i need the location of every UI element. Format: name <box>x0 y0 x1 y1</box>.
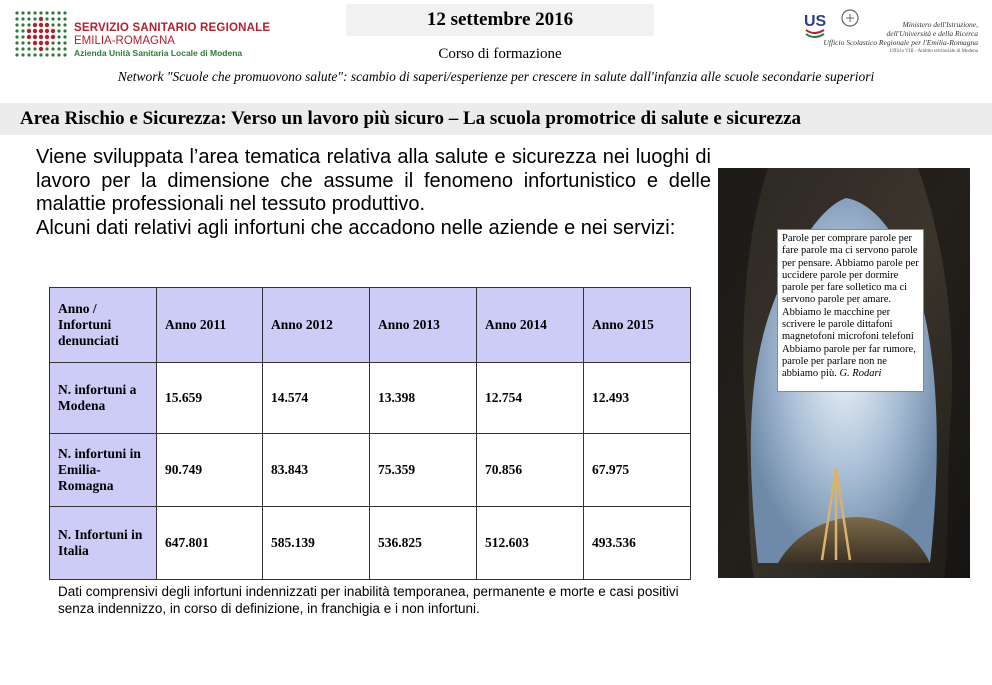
logo-dot <box>27 47 30 50</box>
logo-dot <box>33 53 36 56</box>
table-row-header: N. Infortuni in Italia <box>50 507 157 580</box>
logo-dot <box>15 53 18 56</box>
logo-dot <box>63 17 66 20</box>
logo-dot <box>15 35 18 38</box>
table-row-header: N. infortuni in Emilia-Romagna <box>50 434 157 507</box>
usr-acronym: US <box>804 13 827 30</box>
logo-dot <box>57 29 60 32</box>
logo-dot <box>21 29 24 32</box>
intro-paragraph2: Alcuni dati relativi agli infortuni che accadono nelle aziende e nei servizi: <box>36 216 676 239</box>
logo-dot <box>21 23 24 26</box>
logo-dot <box>15 17 18 20</box>
logo-dot <box>57 17 60 20</box>
logo-dot <box>63 23 66 26</box>
org-line1: SERVIZIO SANITARIO REGIONALE <box>74 22 271 34</box>
logo-dot <box>57 41 60 44</box>
poem-box <box>777 229 924 392</box>
poem-author: G. Rodari <box>839 368 882 380</box>
logo-dot <box>21 35 24 38</box>
intro-text <box>36 146 711 240</box>
ministry-line3: Ufficio Scolastico Regionale per l'Emilia-Romagna <box>823 38 978 47</box>
ministry-line2: dell'Università e della Ricerca <box>886 29 978 38</box>
logo-dot <box>51 17 54 20</box>
logo-dot <box>51 29 55 33</box>
logo-dot <box>33 11 36 14</box>
date-text: 12 settembre 2016 <box>426 9 574 30</box>
logo-dot <box>27 17 30 20</box>
logo-dot <box>45 35 49 39</box>
table-row <box>50 434 691 507</box>
table-footnote: Dati comprensivi degli infortuni indennizzati per inabilità temporanea, permanente e morte e casi positivi senza indennizzo, in corso di definizione, in franchigia e i non infortuni. <box>58 584 679 616</box>
table-cell: 585.139 <box>263 507 370 580</box>
logo-dot <box>27 35 31 39</box>
logo-dot <box>63 53 66 56</box>
logo-dot <box>63 35 66 38</box>
logo-dot <box>33 35 37 39</box>
table-cell: 90.749 <box>157 434 263 507</box>
logo-dot <box>63 11 66 14</box>
logo-dot <box>63 47 66 50</box>
logo-dot <box>39 47 43 51</box>
logo-dot <box>51 23 54 26</box>
logo-dot <box>39 11 42 14</box>
logo-dot <box>21 53 24 56</box>
logo-dot <box>63 41 66 44</box>
table-cell: 15.659 <box>157 363 263 434</box>
logo-dot <box>45 17 48 20</box>
logo-dot <box>57 47 60 50</box>
logo-dot <box>39 53 42 56</box>
table-row-header: N. infortuni a Modena <box>50 363 157 434</box>
table-cell: 14.574 <box>263 363 370 434</box>
logo-dot <box>15 47 18 50</box>
logo-dot <box>21 47 24 50</box>
ministry-text <box>788 20 978 56</box>
table-cell: 647.801 <box>157 507 263 580</box>
table-cell: 70.856 <box>476 434 583 507</box>
table-corner-header: Anno / Infortuni denunciati <box>50 288 157 363</box>
logo-dot <box>27 53 30 56</box>
logo-dot <box>57 11 60 14</box>
ministry-line1: Ministero dell'Istruzione, <box>902 20 978 29</box>
area-title-band <box>0 103 992 135</box>
injuries-table <box>49 287 691 580</box>
logo-dot <box>51 41 54 44</box>
logo-dot <box>45 41 49 45</box>
logo-dot <box>21 41 24 44</box>
table-col-header: Anno 2012 <box>263 288 370 363</box>
poem-text: Parole per comprare parole per fare parole ma ci servono parole per pensare. Abbiamo parole per uccidere parole per dormire parole per fare solletico ma ci servono parole per amare. Abbiamo le macchine per scrivere le parole dittafoni magnetofoni microfoni telefoni Abbiamo parole per far rumore, parole per parlare non ne abbiamo più. <box>782 233 919 380</box>
table-cell: 12.493 <box>583 363 690 434</box>
logo-dot <box>45 11 48 14</box>
logo-dot <box>45 53 48 56</box>
logo-dot <box>45 23 49 27</box>
table-cell: 12.754 <box>476 363 583 434</box>
table-cell: 493.536 <box>583 507 690 580</box>
table-cell: 536.825 <box>369 507 476 580</box>
ssr-logo-text <box>74 22 270 58</box>
logo-dot <box>45 29 49 33</box>
logo-dot <box>27 29 31 33</box>
logo-dot <box>21 17 24 20</box>
date-box <box>346 4 654 36</box>
logo-dot <box>57 35 60 38</box>
logo-dot <box>51 47 54 50</box>
logo-dot <box>33 47 36 50</box>
ministry-line4: Ufficio VIII - Ambito territoriale di Modena <box>889 49 978 54</box>
table-header-row <box>50 288 691 363</box>
table-cell: 67.975 <box>583 434 690 507</box>
table-cell: 512.603 <box>476 507 583 580</box>
logo-dot <box>33 41 37 45</box>
logo-dot <box>33 17 36 20</box>
table-cell: 83.843 <box>263 434 370 507</box>
network-subtitle: Network "Scuole che promuovono salute": scambio di saperi/esperienze per crescere in salute dall'infanzia alle scuole secondarie superiori <box>117 69 875 84</box>
logo-dot <box>27 23 30 26</box>
logo-dot <box>57 53 60 56</box>
logo-dot <box>33 23 37 27</box>
table-row <box>50 507 691 580</box>
course-label: Corso di formazione <box>438 46 562 62</box>
logo-dot <box>63 29 66 32</box>
logo-dot <box>15 41 18 44</box>
logo-dot <box>21 11 24 14</box>
logo-dot <box>15 23 18 26</box>
table-cell: 13.398 <box>369 363 476 434</box>
org-line2: EMILIA-ROMAGNA <box>74 35 175 47</box>
logo-dot <box>57 23 60 26</box>
logo-dot <box>45 47 48 50</box>
logo-dot <box>51 11 54 14</box>
logo-dot <box>39 23 43 27</box>
logo-dot <box>51 35 55 39</box>
intro-paragraph: Viene sviluppata l’area tematica relativa alla salute e sicurezza nei luoghi di lavoro per la dimensione che assume il fenomeno infortunistico e delle malattie professionali nel tessuto produttivo. <box>36 146 711 215</box>
logo-dot <box>39 35 43 39</box>
logo-dot <box>27 41 30 44</box>
logo-dot <box>15 29 18 32</box>
logo-dot <box>15 11 18 14</box>
logo-dot <box>33 29 37 33</box>
logo-dot <box>39 29 43 33</box>
logo-dot <box>51 53 54 56</box>
logo-dot <box>39 17 43 21</box>
org-line3: Azienda Unità Sanitaria Locale di Modena <box>74 48 243 58</box>
table-col-header: Anno 2011 <box>157 288 263 363</box>
table-cell: 75.359 <box>369 434 476 507</box>
area-title: Area Rischio e Sicurezza: Verso un lavoro più sicuro – La scuola promotrice di salute e sicurezza <box>20 108 802 129</box>
logo-dot <box>39 41 43 45</box>
table-col-header: Anno 2013 <box>369 288 476 363</box>
table-col-header: Anno 2014 <box>476 288 583 363</box>
ssr-logo-dots-icon <box>14 10 68 58</box>
table-row <box>50 363 691 434</box>
logo-dot <box>27 11 30 14</box>
table-col-header: Anno 2015 <box>583 288 690 363</box>
